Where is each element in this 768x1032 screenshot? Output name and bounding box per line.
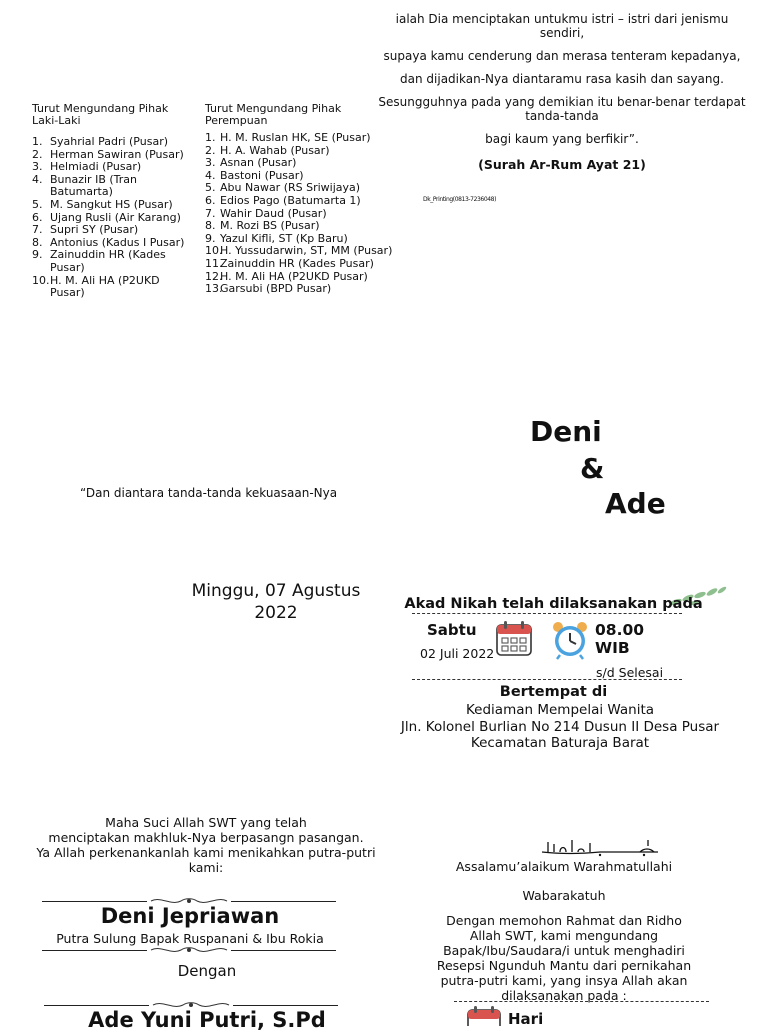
prayer-line: Ya Allah perkenankanlah kami menikahkan putra-putri kami: xyxy=(36,845,376,875)
quran-verse xyxy=(378,12,746,181)
akad-until: s/d Selesai xyxy=(596,665,664,680)
akad-date: 02 Juli 2022 xyxy=(420,646,495,661)
list-item: 4. Bunazir IB (Tran Batumarta) xyxy=(32,172,137,199)
list-item: 9. Yazul Kifli, ST (Kp Baru) xyxy=(205,231,348,245)
verse-source: (Surah Ar-Rum Ayat 21) xyxy=(478,157,646,172)
invite-items-men xyxy=(32,136,192,300)
invite-heading-men: Turut Mengundang Pihak Laki-Laki xyxy=(32,102,169,127)
ornament-divider xyxy=(42,945,336,955)
dashed-divider xyxy=(454,1001,709,1002)
place-line: Kecamatan Baturaja Barat xyxy=(470,735,650,751)
invite-list-men xyxy=(32,103,192,300)
list-item: 1. Syahrial Padri (Pusar) xyxy=(32,135,169,148)
akad-day: Sabtu xyxy=(427,621,477,639)
greeting-body: Dengan memohon Rahmat dan Ridho Allah SWT, kami mengundang Bapak/Ibu/Saudara/i untuk menghadiri Resepsi Ngunduh Mantu dari pernikahan putra-putri kami, yang insya Allah akan dilaksanakan pada : xyxy=(436,913,692,1003)
place-title: Bertempat di xyxy=(499,684,608,700)
list-item: 11. Zainuddin HR (Kades Pusar) xyxy=(205,256,374,270)
couple-second-name: Ade xyxy=(605,487,666,520)
day-label: Hari xyxy=(508,1010,544,1028)
greeting-salam: Assalamu’alaikum Warahmatullahi xyxy=(455,859,673,874)
list-item: 5. M. Sangkut HS (Pusar) xyxy=(32,197,173,211)
bismillah-calligraphy-icon xyxy=(540,836,660,858)
prayer-line: Maha Suci Allah SWT yang telah xyxy=(105,815,307,830)
list-item: 12. H. M. Ali HA (P2UKD Pusar) xyxy=(205,269,368,283)
invite-items-women xyxy=(205,132,395,296)
invite-list-women xyxy=(205,103,395,296)
dashed-divider xyxy=(412,679,682,680)
verse-opening: “Dan diantara tanda-tanda kekuasaan-Nya xyxy=(80,486,338,500)
list-item: 6. Ujang Rusli (Air Karang) xyxy=(32,210,181,224)
list-item: 4. Bastoni (Pusar) xyxy=(205,168,304,182)
list-item: 13. Garsubi (BPD Pusar) xyxy=(205,282,332,296)
list-item: 6. Edios Pago (Batumarta 1) xyxy=(205,193,361,207)
couple-first-name: Deni xyxy=(530,415,602,448)
list-item: 5. Abu Nawar (RS Sriwijaya) xyxy=(205,181,361,195)
list-item: 8. M. Rozi BS (Pusar) xyxy=(205,219,320,233)
list-item: 3. Asnan (Pusar) xyxy=(205,156,297,170)
verse-line: bagi kaum yang berfikir”. xyxy=(485,132,639,146)
groom-name: Deni Jepriawan xyxy=(100,904,280,928)
akad-title: Akad Nikah telah dilaksanakan pada xyxy=(404,596,703,612)
list-item: 1. H. M. Ruslan HK, SE (Pusar) xyxy=(205,131,371,144)
list-item: 10. H. Yussudarwin, ST, MM (Pusar) xyxy=(205,244,393,258)
list-item: 3. Helmiadi (Pusar) xyxy=(32,160,142,174)
dashed-divider xyxy=(412,613,682,614)
prayer-text xyxy=(24,815,388,875)
calendar-icon xyxy=(495,620,533,658)
place-address xyxy=(380,702,740,752)
greeting-salam-2: Wabarakatuh xyxy=(522,888,606,903)
list-item: 9. Zainuddin HR (Kades Pusar) xyxy=(32,248,166,274)
verse-line: ialah Dia menciptakan untukmu istri – istri dari jenismu sendiri, xyxy=(395,12,729,40)
greeting-text xyxy=(430,859,698,1011)
invite-heading-women: Turut Mengundang Pihak Perempuan xyxy=(205,102,342,127)
place-line: Kediaman Mempelai Wanita xyxy=(465,702,655,718)
alarm-clock-icon xyxy=(551,620,589,660)
verse-line: dan dijadikan-Nya diantaramu rasa kasih dan sayang. xyxy=(400,72,724,86)
couple-ampersand: & xyxy=(580,452,605,485)
flourish-icon xyxy=(149,945,229,955)
akad-time: 08.00 WIB xyxy=(595,621,645,657)
calendar-icon xyxy=(466,1006,502,1026)
list-item: 8. Antonius (Kadus I Pusar) xyxy=(32,235,185,249)
prayer-line: menciptakan makhluk-Nya berpasangn pasangan. xyxy=(48,830,364,845)
list-item: 7. Wahir Daud (Pusar) xyxy=(205,206,327,220)
verse-line: supaya kamu cenderung dan merasa tenteram kepadanya, xyxy=(383,49,741,63)
list-item: 2. H. A. Wahab (Pusar) xyxy=(205,143,330,157)
list-item: 2. Herman Sawiran (Pusar) xyxy=(32,147,184,161)
groom-parents: Putra Sulung Bapak Ruspanani & Ibu Rokia xyxy=(56,931,324,946)
list-item: 10. H. M. Ali HA (P2UKD Pusar) xyxy=(32,273,160,300)
verse-line: Sesungguhnya pada yang demikian itu benar-benar terdapat tanda-tanda xyxy=(378,95,746,123)
place-line: Jln. Kolonel Burlian No 214 Dusun II Desa Pusar xyxy=(400,718,720,735)
event-date: Minggu, 07 Agustus 2022 xyxy=(191,581,361,623)
printing-stamp: Dk_Printing(0813-7236048) xyxy=(423,196,497,203)
list-item: 7. Supri SY (Pusar) xyxy=(32,223,139,237)
with-word: Dengan xyxy=(177,962,237,980)
bride-name: Ade Yuni Putri, S.Pd xyxy=(88,1008,326,1032)
